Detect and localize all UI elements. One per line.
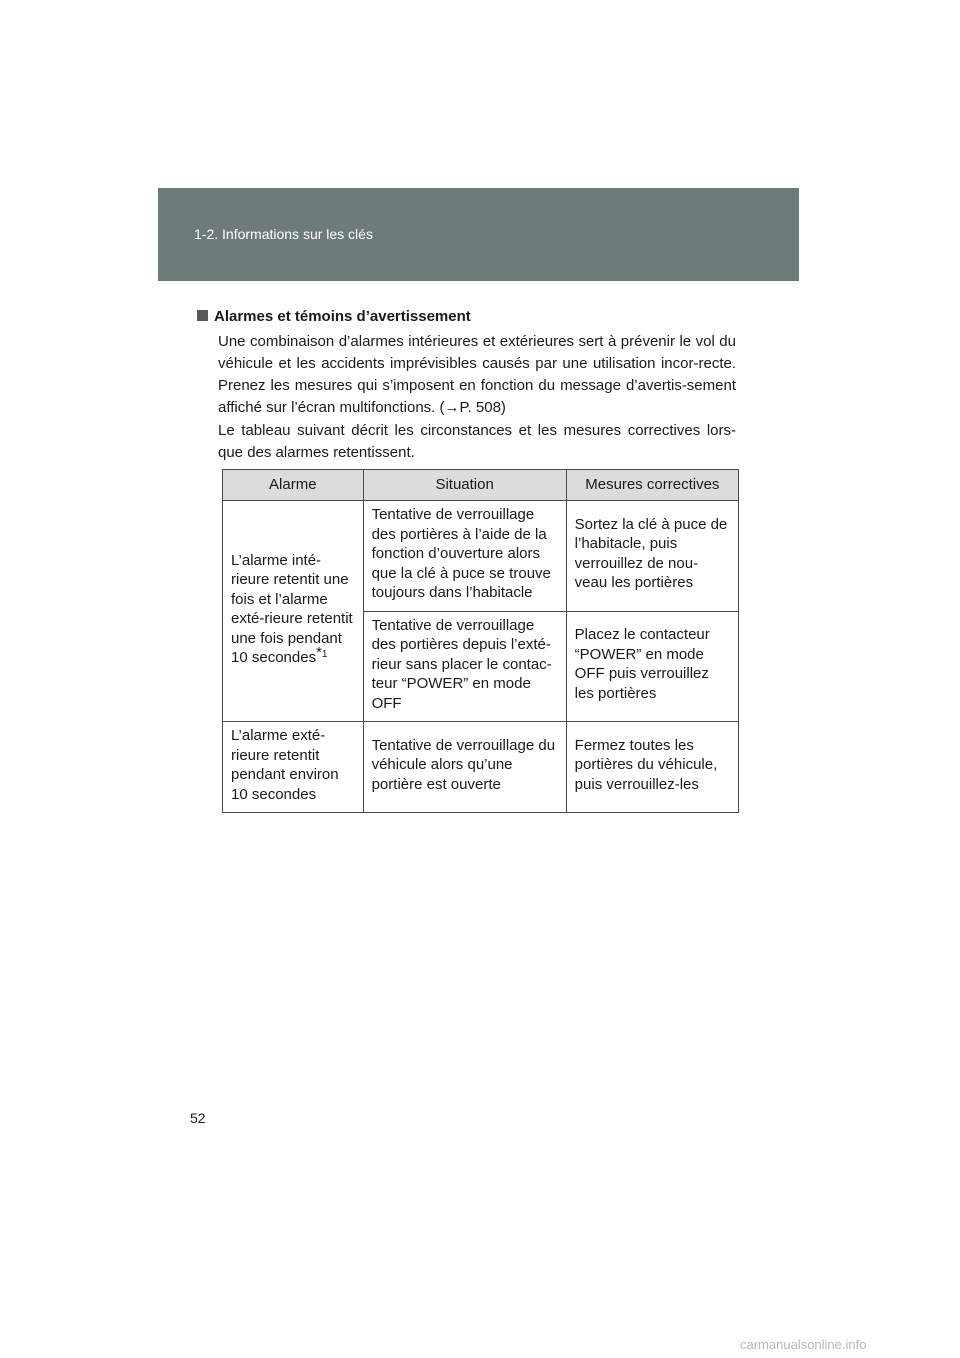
section-heading-text: Alarmes et témoins d’avertissement [214, 308, 471, 325]
table-row [223, 501, 739, 612]
column-header-actions: Mesures correctives [566, 470, 738, 501]
alarm-cell: L’alarme exté-rieure retentit pendant environ 10 secondes [223, 722, 364, 813]
situation-cell: Tentative de verrouillage des portières à l’aide de la fonction d’ouverture alors que la clé à puce se trouve toujours dans l’habitacle [363, 501, 566, 612]
action-cell: Sortez la clé à puce de l’habitacle, puis verrouillez de nou-veau les portières [566, 501, 738, 612]
intro-paragraph: Une combinaison d’alarmes intérieures et extérieures sert à prévenir le vol du véhicule et les accidents imprévisibles causés par une utilisation incor-recte. Prenez les mesures qui s’imposent en fonction du message d’avertis-sement affiché sur l’écran multifonctions. (→P. 508) [218, 333, 736, 416]
table-header-row [223, 470, 739, 501]
watermark: carmanualsonline.info [740, 1337, 867, 1352]
alarm-cell [223, 501, 364, 722]
column-header-alarm: Alarme [223, 470, 364, 501]
action-cell: Fermez toutes les portières du véhicule, puis verrouillez-les [566, 722, 738, 813]
section-heading [197, 308, 471, 325]
chapter-header-band [158, 188, 799, 281]
footnote-marker-number: 1 [321, 649, 328, 660]
square-bullet-icon [197, 310, 208, 321]
situation-cell: Tentative de verrouillage des portières depuis l’exté-rieur sans placer le contac-teur “POWER” en mode OFF [363, 611, 566, 722]
table-row [223, 722, 739, 813]
action-cell: Placez le contacteur “POWER” en mode OFF puis verrouillez les portières [566, 611, 738, 722]
column-header-situation: Situation [363, 470, 566, 501]
chapter-section-title: 1-2. Informations sur les clés [194, 226, 373, 242]
table-intro-paragraph: Le tableau suivant décrit les circonstances et les mesures correctives lors-que des alarmes retentissent. [218, 422, 736, 461]
situation-cell: Tentative de verrouillage du véhicule alors qu’une portière est ouverte [363, 722, 566, 813]
page-number: 52 [190, 1110, 206, 1126]
alarm-table [222, 469, 739, 813]
footnote-marker: * [316, 644, 322, 661]
alarm-text: L’alarme inté-rieure retentit une fois et l’alarme exté-rieure retentit une fois pendant 10 secondes [231, 551, 353, 666]
